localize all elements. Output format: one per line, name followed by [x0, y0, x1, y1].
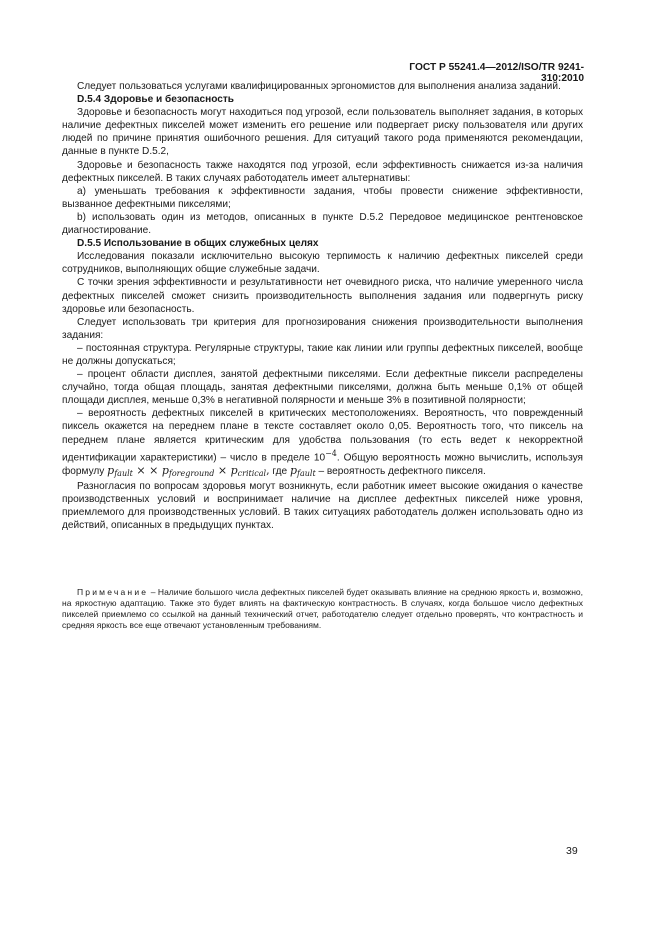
paragraph: Разногласия по вопросам здоровья могут возникнуть, если работник имеет высокие ожидания о качестве производственных условий и воспринимает наличие на дисплее дефектных пикселей ниже уровня, приемлемого для производственных условий. В таких ситуациях работодатель должен использовать одно из действий, описанных в предыдущих пунктах.: [62, 481, 583, 532]
paragraph: Здоровье и безопасность могут находиться под угрозой, если пользователь выполняет задания, в которых наличие дефектных пикселей может изменить его решение или подвергает риску пользователя или других людей по причине принятия ошибочного решения. Для ситуаций такого рода применяются рекомендации, данные в пункте D.5.2,: [62, 107, 583, 158]
document-header: ГОСТ Р 55241.4—2012/ISO/TR 9241-310:2010: [409, 62, 584, 84]
paragraph: Здоровье и безопасность также находятся под угрозой, если эффективность снижается из-за наличия дефектных пикселей. В таких случаях работодатель имеет альтернативы:: [62, 159, 583, 184]
main-text: [62, 80, 583, 533]
exponent: −4: [325, 448, 337, 458]
criterion-item-probability: [62, 407, 583, 480]
where-word: где: [272, 466, 288, 478]
paragraph: Следует пользоваться услугами квалифицированных эргономистов для выполнения анализа заданий.: [77, 81, 561, 92]
note-block: [62, 587, 583, 631]
note-text: – Наличие большого числа дефектных пикселей будет оказывать влияние на среднюю яркость и, возможно, на яркостную адаптацию. Также это будет влиять на фактическую контрастность. В случаях, когда большое число дефектных пикселей приемлемо со ссылкой на данный технический отчет, работодателю следует отдельно проверять, что контрастность и средняя яркость все еще отвечают установленным требованиям.: [62, 587, 583, 631]
criterion-item: – процент области дисплея, занятой дефектными пикселями. Если дефектные пиксели распределены случайно, тогда общая площадь, занятая дефектными пикселями, должна быть меньше 0,1% от общей площади дисплея, меньше 0,3% в негативной полярности и меньше 3% в позитивной полярности;: [62, 369, 583, 407]
section-heading-d54: D.5.4 Здоровье и безопасность: [77, 94, 234, 106]
p-fault-symbol: $p_{fault}$: [289, 464, 316, 479]
list-item-b: b) использовать один из методов, описанных в пункте D.5.2 Передовое медицинское рентгеновское диагностирование.: [62, 211, 583, 237]
where-explanation: – вероятность дефектного пикселя.: [318, 466, 486, 478]
page-number: 39: [566, 845, 578, 857]
probability-formula: $p_{fault}$ × × $p_{foreground} \times p_{critical}$,: [107, 464, 270, 479]
paragraph: Исследования показали исключительно высокую терпимость к наличию дефектных пикселей среди сотрудников, выполняющих общие служебные задачи.: [62, 251, 583, 276]
note-label: Примечание: [77, 587, 149, 597]
criterion-text: – вероятность дефектных пикселей в критических местоположениях. Вероятность, что поврежденный пиксель окажется на переднем плане в тексте составляет около 0,05. Вероятность того, что пиксель на переднем плане является критическим для удобства пользования (то есть ведет к некорректной идентификации характеристики) – число в пределе 10: [62, 408, 583, 463]
formula-intro: . Общую вероятность можно вычислить, используя формулу: [62, 451, 583, 478]
criterion-item: – постоянная структура. Регулярные структуры, такие как линии или группы дефектных пикселей, вообще не должны допускаться;: [62, 342, 583, 367]
list-item-a: а) уменьшать требования к эффективности задания, чтобы провести снижение эффективности, вызванное дефектными пикселями;: [62, 185, 583, 210]
paragraph: Следует использовать три критерия для прогнозирования снижения производительности выполнения задания:: [62, 316, 583, 341]
paragraph: С точки зрения эффективности и результативности нет очевидного риска, что наличие умеренного числа дефектных пикселей сможет снизить производительность выполнения задания или подвергнуть риску здоровье или безопасность.: [62, 277, 583, 315]
section-heading-d55: D.5.5 Использование в общих служебных целях: [77, 238, 319, 250]
